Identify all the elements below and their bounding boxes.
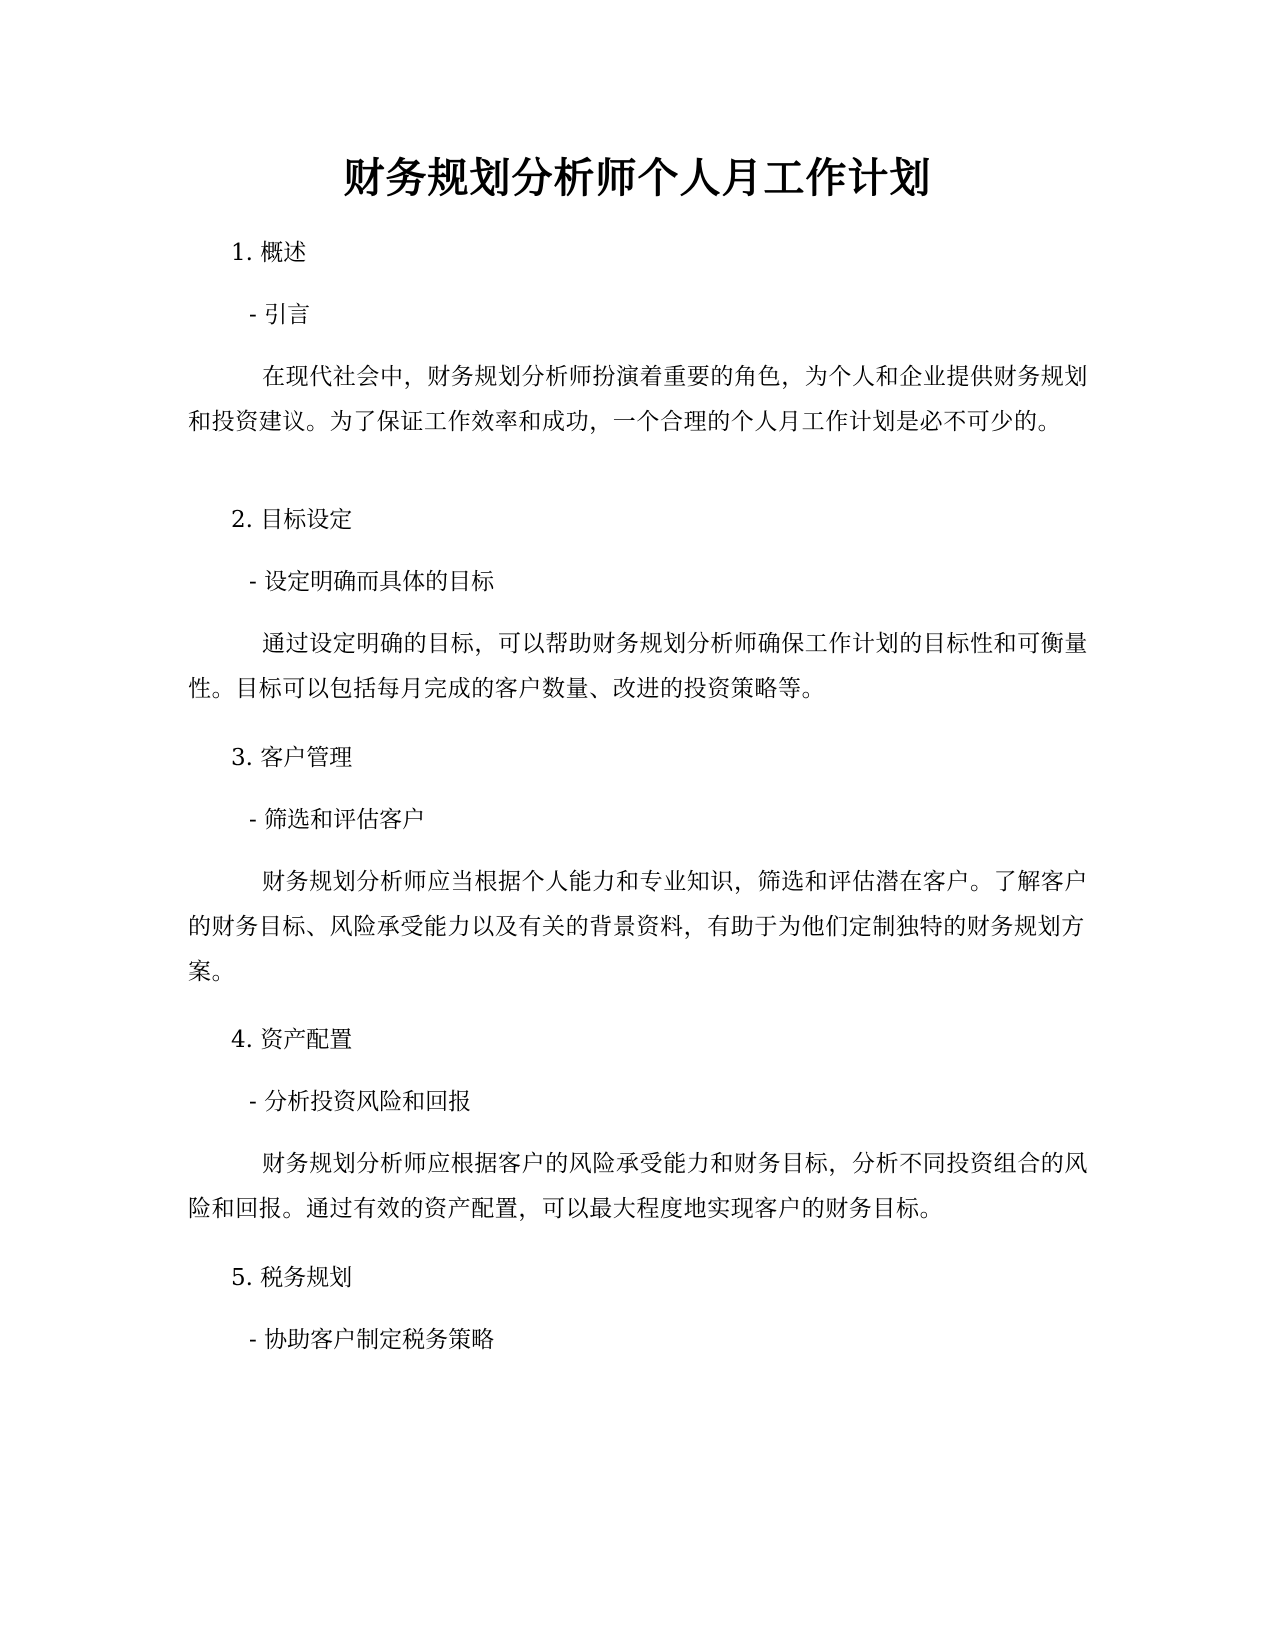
section-paragraph-client-management: 财务规划分析师应当根据个人能力和专业知识，筛选和评估潜在客户。了解客户的财务目标、风险承受能力以及有关的背景资料，有助于为他们定制独特的财务规划方案。: [188, 869, 1088, 985]
document-title: 财务规划分析师个人月工作计划: [343, 154, 932, 202]
section-subheading-clear-goals: - 设定明确而具体的目标: [249, 569, 495, 595]
section-heading-overview: 1. 概述: [231, 240, 307, 266]
section-heading-goal-setting: 2. 目标设定: [231, 507, 353, 533]
section-subheading-tax-strategy: - 协助客户制定税务策略: [249, 1327, 495, 1353]
section-heading-client-management: 3. 客户管理: [231, 745, 353, 771]
section-paragraph-asset-allocation: 财务规划分析师应根据客户的风险承受能力和财务目标，分析不同投资组合的风险和回报。通过有效的资产配置，可以最大程度地实现客户的财务目标。: [188, 1151, 1088, 1222]
section-heading-tax-planning: 5. 税务规划: [231, 1265, 353, 1291]
section-subheading-screen-clients: - 筛选和评估客户: [249, 807, 426, 833]
section-subheading-risk-return: - 分析投资风险和回报: [249, 1089, 472, 1115]
section-subheading-introduction: - 引言: [249, 302, 311, 328]
section-paragraph-goal-setting: 通过设定明确的目标，可以帮助财务规划分析师确保工作计划的目标性和可衡量性。目标可以包括每月完成的客户数量、改进的投资策略等。: [188, 631, 1088, 702]
section-heading-asset-allocation: 4. 资产配置: [231, 1027, 353, 1053]
section-paragraph-overview: 在现代社会中，财务规划分析师扮演着重要的角色，为个人和企业提供财务规划和投资建议。为了保证工作效率和成功，一个合理的个人月工作计划是必不可少的。: [188, 364, 1088, 435]
